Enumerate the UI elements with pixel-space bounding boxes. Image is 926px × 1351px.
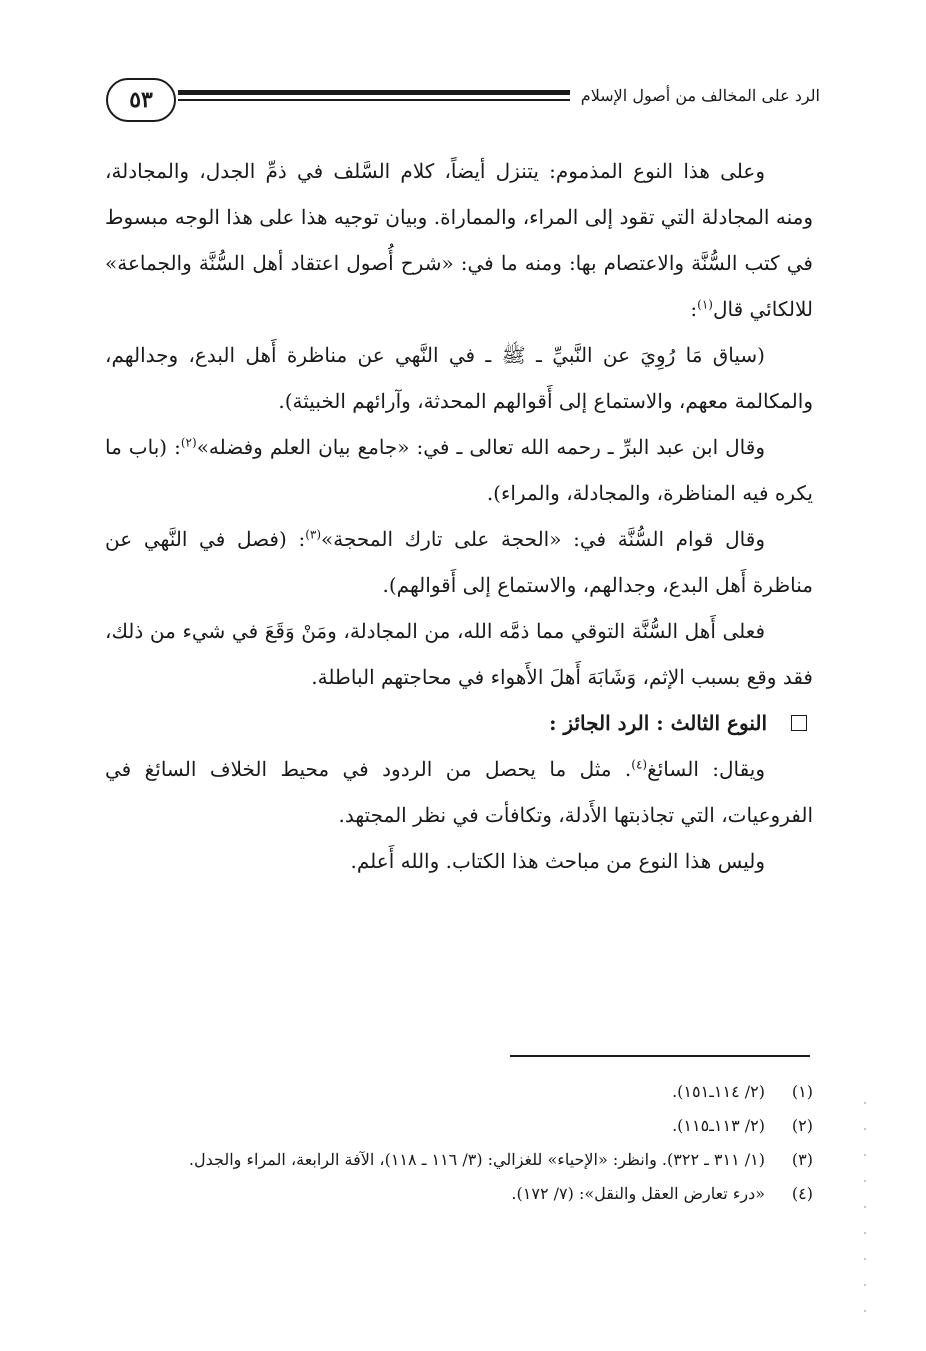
footnote-separator: [510, 1055, 810, 1057]
footnote-text: (١/ ٣١١ ـ ٣٢٢). وانظر: «الإحياء» للغزالي: (٣/ ١١٦ ـ ١١٨)، الآفة الرابعة، المراء والجدل.: [188, 1150, 765, 1169]
footnote-text: (٢/ ١١٣ـ١١٥).: [672, 1116, 765, 1135]
paragraph-6-text-a: ويقال: السائغ: [647, 757, 765, 781]
paragraph-4-text-b: : (فصل في النَّهي عن مناظرة أَهل البدع، وجدالهم، والاستماع إلى أَقوالهم).: [105, 527, 813, 597]
paragraph-5: فعلى أَهل السُّنَّة التوقي مما ذمَّه الله، من المجادلة، ومَنْ وَقَعَ في شيء من ذلك، فقد وقع بسبب الإثم، وَشَابَهَ أَهلَ الأَهواء في محاجتهم الباطلة.: [105, 619, 813, 689]
paragraph-7: وليس هذا النوع من مباحث هذا الكتاب. والله أَعلم.: [350, 849, 765, 873]
scan-artifact-dots: [864, 1090, 866, 1330]
running-title: الرد على المخالف من أصول الإسلام: [580, 86, 820, 105]
header-rule: [178, 90, 570, 104]
main-text: [105, 148, 813, 884]
paragraph-6-text-b: . مثل ما يحصل من الردود في محيط الخلاف السائغ في الفروعيات، التي تجاذبتها الأَدلة، وتكافأت في نظر المجتهد.: [105, 757, 813, 827]
paragraph-3: [105, 424, 813, 516]
paragraph-2: (سياق مَا رُوِيَ عن النَّبيِّ ـ ﷺ ـ في النَّهي عن مناظرة أَهل البدع، وجدالهم، والمكالمة معهم، والاستماع إلى أَقوالهم المحدثة، وآرائهم الخبيثة).: [105, 343, 813, 413]
paragraph-1-text: وعلى هذا النوع المذموم: يتنزل أيضاً، كلام السَّلف في ذمِّ الجدل، والمجادلة، ومنه المجادلة التي تقود إلى المراء، والمماراة. وبيان توجيه هذا على هذا الوجه مبسوط في كتب السُّنَّة والاعتصام بها: ومنه ما في: «شرح أُصول اعتقاد أهل السُّنَّة والجماعة» للالكائي قال: [105, 159, 813, 321]
footnote-4: [105, 1177, 813, 1211]
page-number-badge: [106, 78, 176, 122]
footnote-3: [105, 1143, 813, 1177]
page-header: [100, 72, 820, 128]
header-rule-thick: [178, 90, 570, 95]
paragraph-3-text-b: : (باب ما يكره فيه المناظرة، والمجادلة، والمراء).: [105, 435, 813, 505]
footnote-number: (١): [791, 1082, 813, 1101]
footnote-text: (٢/ ١١٤ـ١٥١).: [672, 1082, 765, 1101]
paragraph-3-text-a: وقال ابن عبد البرِّ ـ رحمه الله تعالى ـ في: «جامع بيان العلم وفضله»: [196, 435, 765, 459]
page-number: ٥٣: [129, 87, 153, 113]
footnotes: [105, 1075, 813, 1211]
paragraph-4: [105, 516, 813, 608]
footnote-1: [105, 1075, 813, 1109]
footnote-ref-2: (٢): [180, 435, 197, 450]
square-bullet-icon: [791, 715, 807, 731]
paragraph-1-end: :: [690, 297, 698, 321]
footnote-number: (٢): [791, 1116, 813, 1135]
footnote-number: (٤): [791, 1184, 813, 1203]
section-heading-text: النوع الثالث : الرد الجائز :: [549, 711, 767, 735]
section-heading: [105, 700, 813, 746]
footnote-ref-1: (١): [697, 297, 713, 312]
footnote-ref-4: (٤): [631, 757, 648, 772]
paragraph-4-text-a: وقال قوام السُّنَّة في: «الحجة على تارك المحجة»: [321, 527, 765, 551]
paragraph-1: [105, 148, 813, 332]
header-rule-thin: [178, 99, 570, 101]
paragraph-6: [105, 746, 813, 838]
footnote-ref-3: (٣): [305, 527, 322, 542]
footnote-text: «درء تعارض العقل والنقل»: (٧/ ١٧٢).: [511, 1184, 765, 1203]
footnote-number: (٣): [791, 1150, 813, 1169]
footnote-2: [105, 1109, 813, 1143]
